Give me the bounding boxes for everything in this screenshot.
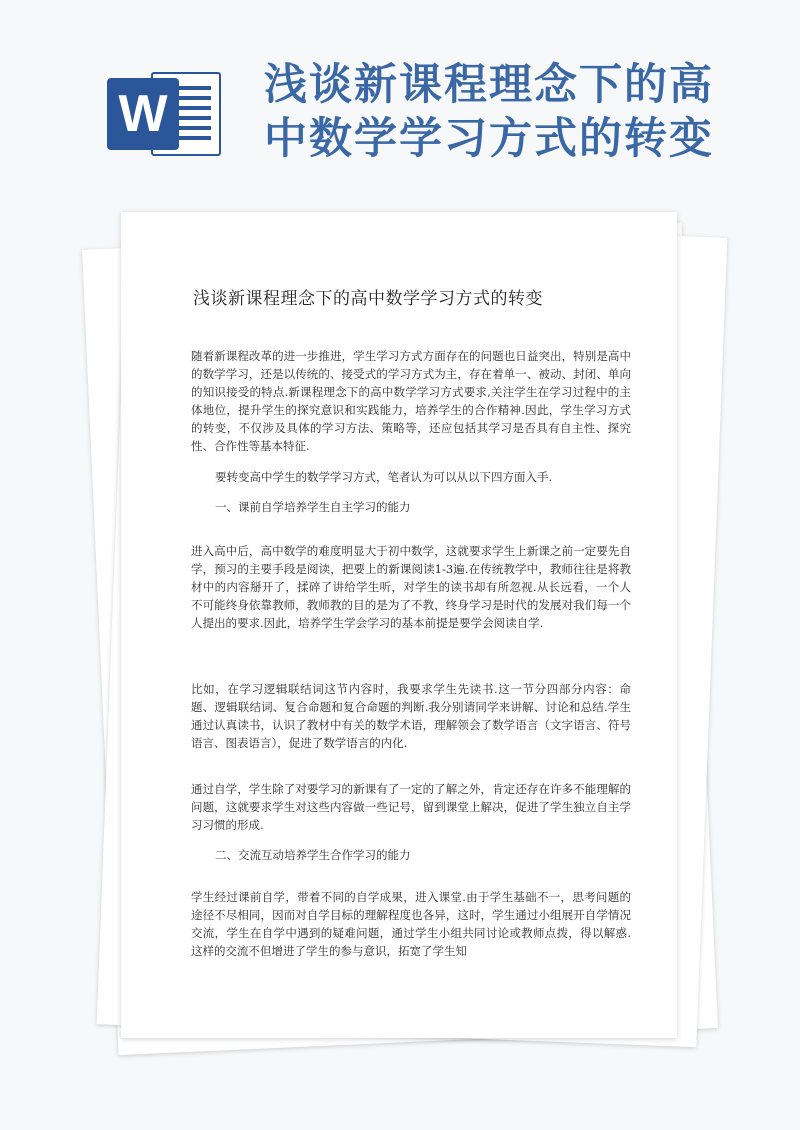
word-doc-icon (107, 68, 223, 160)
document-preview-page (121, 212, 677, 1038)
document-title: 浅谈新课程理念下的高中数学学习方式的转变 (193, 289, 543, 309)
word-letter-badge: W (107, 78, 179, 150)
paragraph-habits: 通过自学，学生除了对要学习的新课有了一定的了解之外，肯定还存在许多不能理解的问题，这就要求学生对这些内容做一些记号，留到课堂上解决，促进了学生独立自主学习习惯的形成. (191, 782, 631, 832)
paragraph-intro: 随着新课程改革的进一步推进，学生学习方式方面存在的问题也日益突出，特别是高中的数学学习，还是以传统的、接受式的学习方式为主，存在着单一、被动、封闭、单向的知识接受的特点.新课程理念下的高中数学学习方式要求,关注学生在学习过程中的主体地位，提升学生的探究意识和实践能力，培养学生的合作精神.因此，学生学习方式的转变，不仅涉及具体的学习方法、策略等，还应包括其学习是否具有自主性、探究性、合作性等基本特征. (191, 349, 631, 453)
page-title: 浅谈新课程理念下的高中数学学习方式的转变 (264, 60, 714, 164)
paragraph-approach: 要转变高中学生的数学学习方式，笔者认为可以从以下四方面入手. (215, 470, 553, 484)
section-heading-2: 二、交流互动培养学生合作学习的能力 (215, 848, 411, 862)
paragraph-example: 比如，在学习逻辑联结词这节内容时，我要求学生先读书.这一节分四部分内容：命题、逻辑联结词、复合命题和复合命题的判断.我分别请同学来讲解、讨论和总结.学生通过认真读书，认识了教材中有关的数学术语，理解领会了数学语言（文字语言、符号语言、图表语言），促进了数学语言的内化. (191, 682, 631, 750)
paragraph-cooperation: 学生经过课前自学，带着不同的自学成果，进入课堂.由于学生基础不一，思考问题的途径不尽相同，因而对自学目标的理解程度也各异，这时，学生通过小组展开自学情况交流，学生在自学中遇到的疑难问题，通过学生小组共同讨论或教师点拨，得以解惑.这样的交流不但增进了学生的参与意识，拓宽了学生知 (191, 890, 631, 958)
paragraph-self-study: 进入高中后，高中数学的难度明显大于初中数学，这就要求学生上新课之前一定要先自学，预习的主要手段是阅读，把要上的新课阅读1-3遍.在传统教学中，教师往往是将教材中的内容掰开了，揉碎了讲给学生听，对学生的读书却有所忽视.从长远看，一个人不可能终身依靠教师，教师教的目的是为了不教，终身学习是时代的发展对我们每一个人提出的要求.因此，培养学生学会学习的基本前提是要学会阅读自学. (191, 544, 631, 630)
section-heading-1: 一、课前自学培养学生自主学习的能力 (215, 500, 411, 514)
